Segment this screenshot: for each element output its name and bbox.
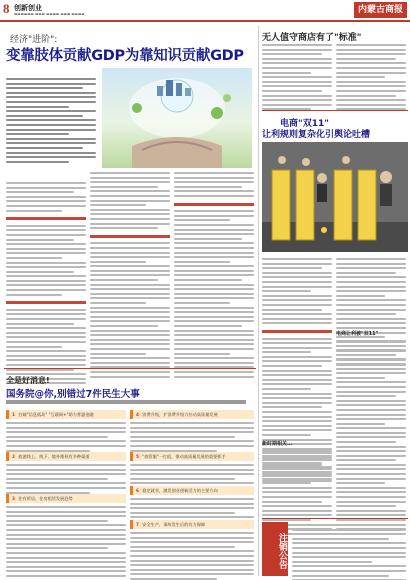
- news-item-label: 打破"信息孤岛" "互联网+"助力普惠金融: [18, 412, 94, 417]
- news-item-7-body: [130, 532, 254, 580]
- right-feature-body-a: [262, 258, 332, 482]
- ad-body: [292, 524, 406, 580]
- section-title: 创新创业: [14, 4, 42, 12]
- right-feature-title-line2: 让利规则复杂化引舆论吐槽: [262, 130, 371, 140]
- news-item-label: 安全生产，事故发生后的有力保障: [142, 522, 206, 527]
- news-item-4: [130, 410, 254, 419]
- news-item-2: [6, 452, 126, 461]
- news-item-6-body: [130, 498, 254, 518]
- bottom-caption-bar: [6, 400, 246, 404]
- news-item-number: 5: [136, 454, 139, 459]
- news-item-1: [6, 410, 126, 419]
- news-item-number: 3: [12, 496, 15, 501]
- dateline-placeholder: ▬▬▬▬▬▬ ▬▬▬ ▬▬▬▬ ▬▬▬ ▬▬▬▬: [14, 12, 85, 16]
- bottom-kicker: 全是好消息!: [6, 376, 50, 385]
- page-number: 8: [3, 1, 10, 16]
- news-item-label: 稳定就业，激发创业创新活力的主要方向: [142, 488, 218, 493]
- right-top-body-b: [336, 44, 406, 110]
- news-item-number: 1: [12, 412, 15, 417]
- news-item-1-body: [6, 422, 126, 452]
- right-mini-body-3: [336, 450, 406, 535]
- news-item-5-body: [130, 464, 254, 484]
- news-item-number: 2: [12, 454, 15, 459]
- news-item-number: 4: [136, 412, 139, 417]
- lead-summary: [6, 78, 96, 163]
- news-item-6: [130, 486, 254, 495]
- news-item-number: 7: [136, 522, 139, 527]
- lead-kicker: 经济"进阶":: [10, 35, 58, 45]
- masthead: 内蒙古商报: [354, 2, 407, 18]
- right-mini-head-1: 电商让利被"双11": [336, 331, 379, 337]
- right-divider: [262, 110, 408, 111]
- right-top-title: 无人值守商店有了"标准": [262, 33, 362, 43]
- hero-illustration: [102, 68, 252, 168]
- news-item-4-body: [130, 422, 254, 452]
- news-item-7: [130, 520, 254, 529]
- news-item-3-body: [6, 506, 126, 580]
- lead-body-col3: [174, 172, 254, 378]
- right-top-body-a: [262, 44, 332, 110]
- right-mini-head-2: 新时期相关...: [262, 441, 293, 447]
- bottom-title: 国务院@你,别错过7件民生大事: [6, 389, 140, 400]
- news-item-2-body: [6, 464, 126, 494]
- double-eleven-illustration: [262, 142, 408, 252]
- ad-label: 注销公告: [262, 522, 288, 576]
- lead-body-col1: [6, 182, 86, 384]
- column-divider: [258, 26, 259, 576]
- section-divider: [4, 368, 256, 369]
- news-item-label: 住有所居，住房租赁发展趋势: [18, 496, 73, 501]
- right-feature-title-line1: 电商"双11": [280, 119, 329, 129]
- news-item-3: [6, 494, 126, 503]
- news-item-label: 消费升级，扩消费升级力拉动高质量发展: [142, 412, 218, 417]
- lead-body-col2: [90, 172, 170, 378]
- news-item-label: "放管服"一打组，推动高质量发展的重要抓手: [142, 454, 226, 459]
- news-item-5: [130, 452, 254, 461]
- ad-divider: [262, 518, 408, 519]
- page-header: [0, 0, 410, 22]
- news-item-label: 旅游线上、线下、境外维权有多种渠道: [18, 454, 90, 459]
- right-mini-body-1: [336, 340, 406, 448]
- news-item-number: 6: [136, 488, 139, 493]
- lead-headline: 变靠肢体贡献GDP为靠知识贡献GDP: [6, 48, 244, 64]
